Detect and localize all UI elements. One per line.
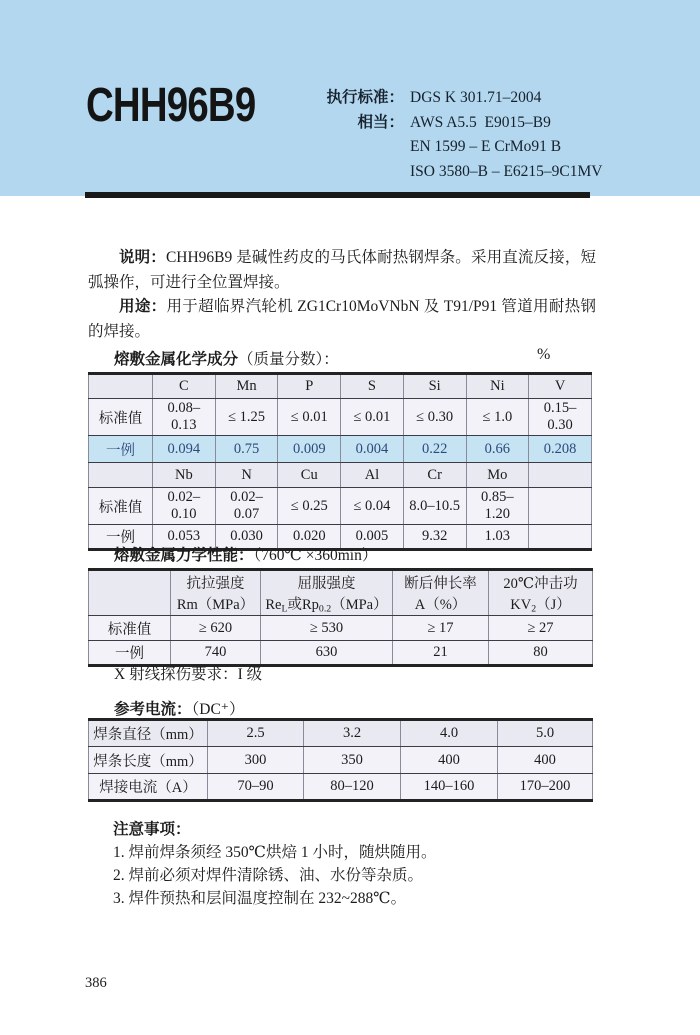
table-cell: 焊条长度（mm）	[89, 747, 208, 774]
intro-label: 说明：	[119, 249, 166, 266]
mechanical-section-heading	[114, 543, 377, 565]
table-cell: P	[278, 374, 341, 399]
table-cell: 0.208	[529, 436, 592, 463]
equivalent-value: AWS A5.5 E9015–B9	[410, 113, 551, 131]
table-row	[89, 774, 593, 801]
percent-unit-label: %	[537, 346, 551, 363]
reference-current-table	[88, 718, 593, 802]
table-cell: 630	[261, 641, 393, 666]
table-cell: 5.0	[498, 720, 593, 747]
usage-label: 用途：	[119, 298, 167, 315]
table-row	[89, 747, 593, 774]
table-cell: 0.15–0.30	[529, 399, 592, 436]
equivalent-label: 相当：	[357, 113, 404, 131]
table-cell	[529, 525, 592, 550]
table-cell: 170–200	[498, 774, 593, 801]
table-cell: 80	[489, 641, 593, 666]
table-cell: Si	[403, 374, 466, 399]
table-row	[89, 720, 593, 747]
product-code-title: CHH96B9	[86, 79, 256, 132]
table-cell: Ni	[466, 374, 529, 399]
table-cell	[89, 374, 153, 399]
chemical-composition-table	[88, 372, 592, 551]
equivalent-label-spacer	[312, 160, 404, 185]
table-cell: Mo	[466, 463, 529, 488]
current-heading-bold: 参考电流：	[114, 701, 192, 718]
table-cell: Nb	[153, 463, 216, 488]
table-cell: 标准值	[89, 488, 153, 525]
table-cell: 0.02–0.07	[215, 488, 278, 525]
mechanical-heading-rest: （760℃ ×360min）	[253, 547, 378, 564]
table-cell: 0.020	[278, 525, 341, 550]
table-cell: V	[529, 374, 592, 399]
table-cell: 8.0–10.5	[403, 488, 466, 525]
table-cell: 0.094	[153, 436, 216, 463]
standards-block	[312, 86, 602, 184]
usage-paragraph	[88, 295, 596, 344]
table-cell: 400	[401, 747, 498, 774]
table-cell: 一例	[89, 641, 171, 666]
equivalent-value: ISO 3580–B – E6215–9C1MV	[410, 162, 603, 180]
mechanical-properties-table	[88, 568, 593, 667]
table-cell: C	[153, 374, 216, 399]
table-cell: 300	[208, 747, 304, 774]
page-number: 386	[85, 975, 107, 991]
table-cell: Mn	[215, 374, 278, 399]
table-row	[89, 374, 592, 399]
table-cell: 0.053	[153, 525, 216, 550]
table-cell: 350	[304, 747, 401, 774]
table-cell: 70–90	[208, 774, 304, 801]
equivalent-value: EN 1599 – E CrMo91 B	[410, 138, 562, 155]
table-cell: 740	[171, 641, 261, 666]
table-cell: 抗拉强度 Rm（MPa）	[171, 570, 261, 616]
table-cell: 20℃冲击功 $KV_2(J)$	[489, 570, 593, 616]
table-cell: ≤ 1.0	[466, 399, 529, 436]
exec-standard-value: DGS K 301.71–2004	[410, 89, 542, 106]
table-cell: S	[341, 374, 404, 399]
current-section-heading	[114, 697, 244, 719]
table-row	[89, 463, 592, 488]
table-cell	[529, 463, 592, 488]
table-cell: ≥ 620	[171, 616, 261, 641]
table-cell: 断后伸长率 A（%）	[393, 570, 489, 616]
table-cell: ≥ 530	[261, 616, 393, 641]
table-cell: 400	[498, 747, 593, 774]
chemical-section-heading	[114, 347, 339, 369]
table-cell: 0.08–0.13	[153, 399, 216, 436]
exec-standard-label: 执行标准：	[326, 89, 404, 106]
table-cell: ≥ 17	[393, 616, 489, 641]
note-item: 1. 焊前焊条须经 350℃烘焙 1 小时，随烘随用。	[113, 844, 437, 861]
table-cell: ≤ 0.04	[341, 488, 404, 525]
table-cell: Al	[341, 463, 404, 488]
table-cell	[89, 463, 153, 488]
xray-requirement-note: X 射线探伤要求：I 级	[114, 666, 263, 683]
table-cell: ≤ 0.25	[278, 488, 341, 525]
intro-paragraph	[88, 246, 596, 295]
note-item: 3. 焊件预热和层间温度控制在 232~288℃。	[113, 890, 407, 907]
chemical-heading-rest: （质量分数）：	[238, 351, 339, 368]
table-cell: 焊条直径（mm）	[89, 720, 208, 747]
table-cell: ≤ 1.25	[215, 399, 278, 436]
table-cell: ≤ 0.01	[278, 399, 341, 436]
table-cell: 0.004	[341, 436, 404, 463]
notes-heading: 注意事项：	[113, 821, 191, 838]
table-row	[89, 488, 592, 525]
table-cell: 屈服强度 $Re_L$或$Rp_{0.2}(MPa)$	[261, 570, 393, 616]
table-cell: 焊接电流（A）	[89, 774, 208, 801]
current-heading-rest: （DC⁺）	[191, 701, 245, 718]
table-cell: Cu	[278, 463, 341, 488]
table-cell: 0.005	[341, 525, 404, 550]
table-cell: 标准值	[89, 616, 171, 641]
table-row	[89, 570, 593, 616]
table-cell: 0.030	[215, 525, 278, 550]
mechanical-heading-bold: 熔敷金属力学性能：	[114, 547, 254, 564]
table-cell: 3.2	[304, 720, 401, 747]
table-cell: ≥ 27	[489, 616, 593, 641]
table-cell: 0.22	[403, 436, 466, 463]
table-cell: 21	[393, 641, 489, 666]
table-cell: 一例	[89, 436, 153, 463]
table-cell: 0.85–1.20	[466, 488, 529, 525]
header-band	[0, 0, 700, 196]
intro-text: CHH96B9 是碱性药皮的马氏体耐热钢焊条。采用直流反接，短弧操作，可进行全位置焊接。	[88, 249, 596, 291]
table-cell: ≤ 0.30	[403, 399, 466, 436]
table-cell: 80–120	[304, 774, 401, 801]
table-cell: ≤ 0.01	[341, 399, 404, 436]
table-cell: 一例	[89, 525, 153, 550]
table-cell: N	[215, 463, 278, 488]
table-cell: 2.5	[208, 720, 304, 747]
table-row	[89, 399, 592, 436]
table-cell	[89, 570, 171, 616]
header-divider-bar	[85, 192, 590, 198]
table-cell: 0.75	[215, 436, 278, 463]
table-cell: 1.03	[466, 525, 529, 550]
table-cell: 0.02–0.10	[153, 488, 216, 525]
table-cell	[529, 488, 592, 525]
note-item: 2. 焊前必须对焊件清除锈、油、水份等杂质。	[113, 867, 424, 884]
chemical-heading-bold: 熔敷金属化学成分	[114, 351, 239, 368]
table-cell: 0.009	[278, 436, 341, 463]
description-block	[88, 246, 596, 344]
table-cell: 140–160	[401, 774, 498, 801]
equivalent-label-spacer	[312, 135, 404, 160]
table-cell: 0.66	[466, 436, 529, 463]
usage-text: 用于超临界汽轮机 ZG1Cr10MoVNbN 及 T91/P91 管道用耐热钢的焊接。	[88, 298, 596, 340]
table-row	[89, 616, 593, 641]
notes-block	[113, 818, 436, 910]
table-cell: 9.32	[403, 525, 466, 550]
table-cell: 4.0	[401, 720, 498, 747]
table-row	[89, 436, 592, 463]
table-cell: 标准值	[89, 399, 153, 436]
table-cell: Cr	[403, 463, 466, 488]
